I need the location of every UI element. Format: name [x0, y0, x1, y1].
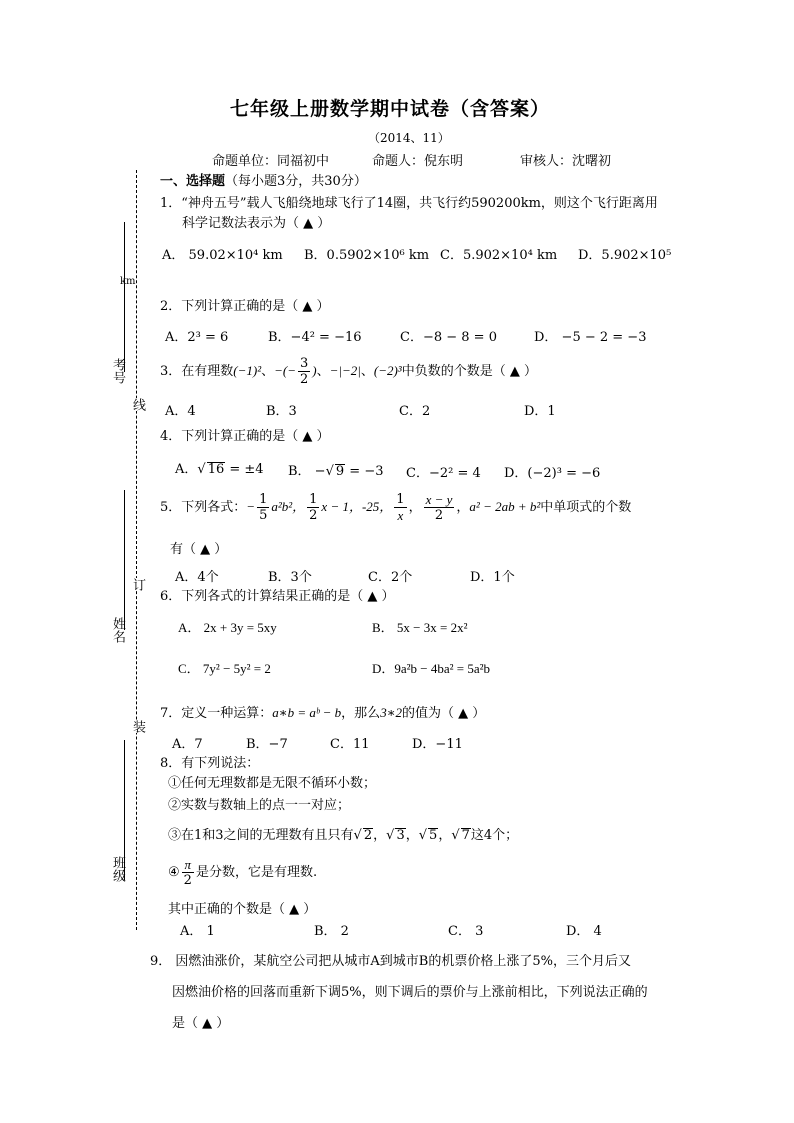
- q2-option-c: C．−8 − 8 = 0: [400, 330, 497, 345]
- q7-stem: [160, 702, 485, 721]
- name-label: 姓名: [110, 617, 125, 643]
- q9-line2: 因燃油价格的回落而重新下调5%，则下调后的票价与上涨前相比，下列说法正确的: [172, 985, 648, 1000]
- q3-suffix: 中负数的个数是（ ▲ ）: [401, 364, 537, 379]
- binding-xian: 线: [130, 398, 145, 411]
- q8-root-1: 2: [363, 828, 373, 843]
- q1-line1: 1．“神舟五号”载人飞船绕地球飞行了14圈，共飞行约590200km，则这个飞行距离用: [160, 196, 658, 211]
- q8-s3-prefix: ③在1和3之间的无理数有且只有: [168, 828, 354, 843]
- stray-km-label: km: [120, 276, 136, 287]
- section-title: 一、选择题: [160, 174, 226, 189]
- q8-statement-4: [168, 857, 317, 888]
- q5-prefix: 5．下列各式：: [160, 500, 247, 515]
- q5-f4-num: x − y: [425, 492, 453, 507]
- q8-option-c: C． 3: [448, 924, 484, 939]
- q4-option-a: [175, 458, 264, 477]
- q4-option-d: D．(−2)³ = −6: [504, 466, 601, 481]
- q5-f2-num: 1: [309, 492, 318, 507]
- q6-option-a: A． 2x + 3y = 5xy: [178, 620, 277, 635]
- q3-option-a: A．4: [165, 404, 196, 419]
- q1-line2: 科学记数法表示为（ ▲ ）: [182, 216, 331, 231]
- q8-root-3: 5: [429, 828, 438, 843]
- q5-option-c: C．2个: [368, 570, 413, 585]
- sqrt-icon: √: [386, 828, 395, 843]
- header-reviewer: 审核人：沈曙初: [520, 154, 612, 169]
- q8-s4-num: π: [182, 857, 194, 873]
- binding-dashed-line: [136, 170, 137, 930]
- exam-no-underline: [124, 222, 125, 372]
- q6-option-c: C． 7y² − 5y² = 2: [178, 661, 271, 676]
- header-unit: 命题单位：同福初中: [212, 154, 330, 169]
- sqrt-icon: √: [451, 828, 460, 843]
- q5-f1-rest: a²b²，: [271, 499, 306, 514]
- header-author: 命题人：倪东明: [372, 154, 464, 169]
- q5-line2: 有（ ▲ ）: [170, 542, 228, 557]
- q8-root-4: 7: [461, 828, 470, 843]
- binding-ding: 订: [130, 578, 145, 591]
- q5-suffix: 中单项式的个数: [540, 500, 632, 515]
- q1-option-d: D．5.902×10⁵: [578, 248, 672, 263]
- q5-f5: a² − 2ab + b²: [469, 499, 541, 514]
- sqrt-icon: √: [353, 828, 362, 843]
- q7-mid: ，那么: [341, 706, 381, 721]
- q8-statement-1: ①任何无理数都是无限不循环小数；: [168, 776, 377, 791]
- q3-expr2-close: ): [312, 363, 317, 378]
- sqrt-icon: √: [325, 464, 334, 479]
- q8-option-a: A． 1: [180, 924, 215, 939]
- q4-option-b: [288, 460, 384, 479]
- q3-frac-num: 3: [300, 356, 309, 371]
- q5-f1-num: 1: [259, 492, 268, 507]
- q8-statement-2: ②实数与数轴上的点一一对应；: [168, 798, 351, 813]
- q6-option-d: D．9a²b − 4ba² = 5a²b: [372, 661, 491, 676]
- q2-stem: 2．下列计算正确的是（ ▲ ）: [160, 299, 330, 314]
- q2-option-a: A．2³ = 6: [165, 330, 229, 345]
- q3-sep3: 、: [360, 364, 374, 379]
- q9-line1: 9． 因燃油涨价，某航空公司把从城市A到城市B的机票价格上涨了5%，三个月后又: [150, 954, 631, 969]
- q8-s4-prefix: ④: [168, 865, 180, 880]
- q8-s4-den: 2: [183, 873, 192, 888]
- q3-frac-den: 2: [300, 372, 309, 387]
- q2-option-b: B．−4² = −16: [268, 330, 362, 345]
- q5-f1-den: 5: [259, 508, 268, 523]
- q3-expr3: −|−2|: [329, 363, 361, 378]
- q4-b-label: B． −: [288, 464, 326, 479]
- q8-s4-suffix: 是分数，它是有理数.: [195, 865, 318, 880]
- q4-a-radicand: 16: [207, 462, 225, 477]
- q8-s3-suffix: 这4个；: [470, 828, 519, 843]
- q3-option-d: D．1: [524, 404, 556, 419]
- q3-option-c: C．2: [399, 404, 431, 419]
- q3-expr4: (−2)³: [373, 363, 402, 378]
- q5-f4-den: 2: [434, 508, 444, 523]
- q8-ask: 其中正确的个数是（ ▲ ）: [168, 902, 317, 917]
- name-underline: [124, 490, 125, 630]
- q3-prefix: 3．在有理数: [160, 364, 234, 379]
- q7-expr: 3∗2: [380, 705, 403, 720]
- q5-f3-num: 1: [396, 492, 405, 507]
- q2-option-d: D． −5 − 2 = −3: [534, 330, 647, 345]
- section-note: （每小题3分，共30分）: [225, 174, 367, 189]
- q5-f2-den: 2: [309, 508, 318, 523]
- section-heading: [160, 170, 367, 189]
- q3-stem: [160, 356, 537, 387]
- q1-option-b: B．0.5902×10⁶ km: [304, 248, 430, 263]
- q4-a-rest: = ±4: [225, 462, 264, 477]
- exam-title: 七年级上册数学期中试卷（含答案）: [230, 98, 551, 120]
- q7-suffix: 的值为（ ▲ ）: [402, 706, 486, 721]
- q4-a-label: A．: [175, 462, 198, 477]
- q3-option-b: B．3: [266, 404, 297, 419]
- q5-f1-pre: −: [246, 499, 256, 514]
- class-label: 班级: [110, 856, 125, 882]
- q1-option-a: A． 59.02×10⁴ km: [162, 248, 283, 263]
- q5-f4-frac: [424, 492, 455, 523]
- q8-stem: 8．有下列说法：: [160, 756, 260, 771]
- q4-option-c: C．−2² = 4: [406, 466, 481, 481]
- q1-option-c: C．5.902×10⁴ km: [440, 248, 558, 263]
- exam-no-label: 考号: [110, 358, 125, 384]
- q5-stem: [160, 492, 631, 523]
- q3-expr1: (−1)²: [233, 363, 262, 378]
- q3-sep1: 、: [261, 364, 275, 379]
- q8-s4-frac: [182, 857, 194, 888]
- q8-option-d: D． 4: [566, 924, 602, 939]
- q3-sep2: 、: [316, 364, 330, 379]
- q8-statement-3: [168, 824, 518, 843]
- q5-option-a: A．4个: [175, 570, 219, 585]
- q7-option-d: D．−11: [412, 737, 463, 752]
- q4-stem: 4．下列计算正确的是（ ▲ ）: [160, 429, 330, 444]
- q6-stem: 6．下列各式的计算结果正确的是（ ▲ ）: [160, 589, 395, 604]
- q3-fraction: [298, 356, 310, 387]
- q7-option-b: B．−7: [246, 737, 288, 752]
- exam-date: （2014、11）: [368, 131, 450, 145]
- q5-option-b: B．3个: [268, 570, 312, 585]
- q5-option-d: D．1个: [470, 570, 515, 585]
- q8-root-2: 3: [396, 828, 405, 843]
- sqrt-icon: √: [197, 462, 206, 477]
- q3-expr2-open: −(−: [274, 363, 296, 378]
- q4-b-rest: = −3: [345, 464, 384, 479]
- q5-f2-rest: x − 1，-25，: [321, 499, 393, 514]
- q5-f1-frac: [257, 492, 269, 523]
- q8-comma: ，: [405, 828, 419, 843]
- q5-f3-den: x: [397, 508, 404, 523]
- q7-option-c: C．11: [330, 737, 370, 752]
- q9-line3: 是（ ▲ ）: [172, 1016, 230, 1031]
- q5-f4-rest: ，: [456, 500, 470, 515]
- q7-option-a: A．7: [172, 737, 203, 752]
- q7-prefix: 7．定义一种运算：: [160, 706, 273, 721]
- q5-f2-frac: [307, 492, 319, 523]
- q6-option-b: B． 5x − 3x = 2x²: [372, 620, 468, 635]
- q7-definition: a∗b = aᵇ − b: [272, 705, 342, 720]
- q5-f3-rest: ，: [408, 500, 422, 515]
- binding-zhuang: 装: [130, 720, 145, 733]
- q5-f3-frac: [394, 492, 406, 523]
- q8-comma: ，: [438, 828, 452, 843]
- q8-comma: ，: [373, 828, 387, 843]
- q8-option-b: B． 2: [314, 924, 349, 939]
- sqrt-icon: √: [418, 828, 428, 843]
- q4-b-radicand: 9: [335, 464, 345, 479]
